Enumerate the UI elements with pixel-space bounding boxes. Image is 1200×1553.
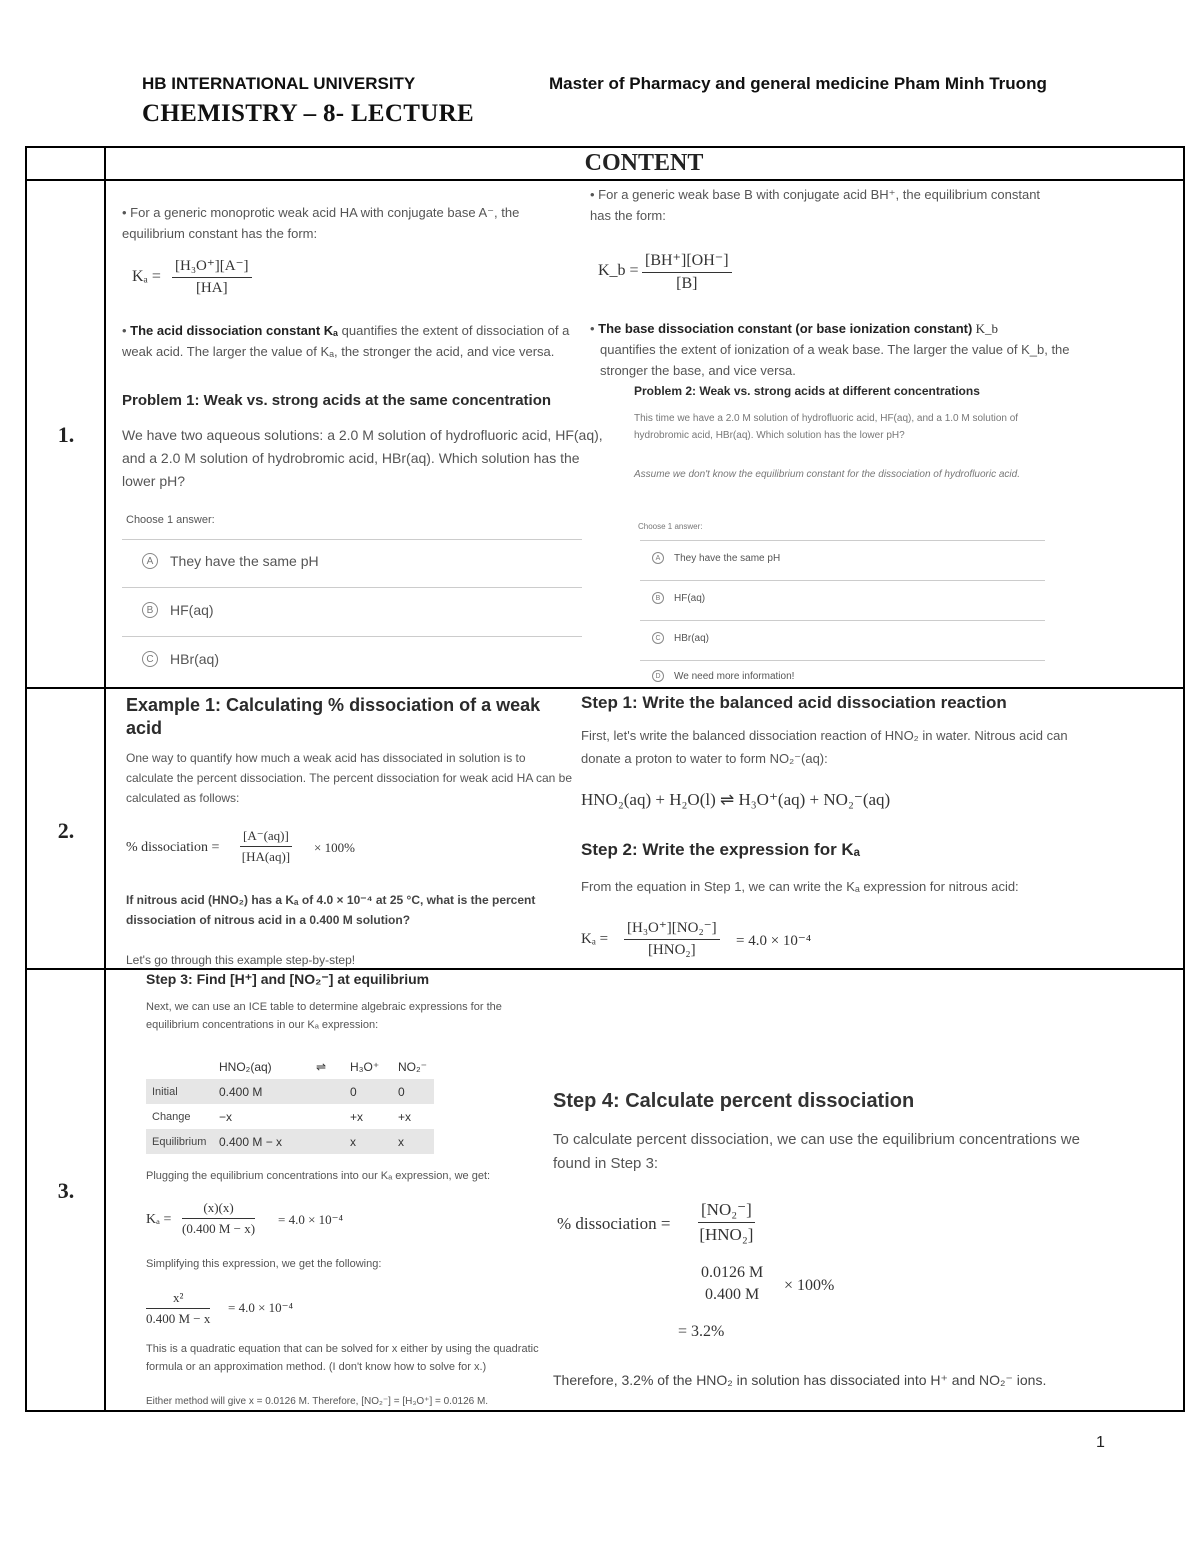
problem-2-choose: Choose 1 answer: bbox=[638, 522, 703, 531]
bullet-icon: • bbox=[122, 323, 131, 338]
step-3-text: Next, we can use an ICE table to determine algebraic expressions for the equilibrium concentrations in our Kₐ expression: bbox=[146, 1001, 502, 1031]
radio-icon: A bbox=[652, 552, 664, 564]
base-bullet-1: • For a generic weak base B with conjugate acid BH⁺, the equilibrium constant has the form: bbox=[590, 187, 1041, 223]
problem-1-title: Problem 1: Weak vs. strong acids at the same concentration bbox=[122, 392, 552, 409]
page-number: 1 bbox=[1096, 1434, 1105, 1451]
ka-nitrous-fraction bbox=[624, 918, 720, 959]
problem-1-text: We have two aqueous solutions: a 2.0 M solution of hydrofluoric acid, HF(aq), and a 2.0 M solution of hydrobromic acid, HBr(aq). Which solution has the lower pH? bbox=[122, 427, 603, 489]
problem-2-title: Problem 2: Weak vs. strong acids at different concentrations bbox=[634, 384, 980, 398]
radio-icon: C bbox=[142, 651, 158, 667]
ice-table bbox=[146, 1054, 434, 1154]
pd-numerator: [A⁻(aq)] bbox=[240, 828, 292, 847]
ice-header-cell bbox=[146, 1054, 213, 1079]
problem-2-option-b[interactable] bbox=[652, 592, 705, 604]
eq2-fraction bbox=[146, 1290, 210, 1327]
ice-cell: 0.400 M bbox=[213, 1079, 310, 1104]
kb-denominator: [B] bbox=[676, 275, 698, 292]
ice-cell bbox=[310, 1079, 344, 1104]
eq2-denominator: 0.400 M − x bbox=[146, 1311, 211, 1326]
problem-2-option-c[interactable] bbox=[652, 632, 709, 644]
pd2-result: = 3.2% bbox=[678, 1323, 725, 1340]
eq2-rhs: = 4.0 × 10⁻⁴ bbox=[228, 1300, 294, 1315]
ice-header-cell: ⇌ bbox=[316, 1059, 327, 1074]
simplify-text: Simplifying this expression, we get the following: bbox=[146, 1258, 382, 1270]
acid-bullet-2: • The acid dissociation constant Kₐ quantifies the extent of dissociation of a weak acid. The larger the value of Kₐ, the stronger the acid, and vice versa. bbox=[122, 323, 570, 359]
base-bullet-2: • The base dissociation constant (or base ionization constant) K_b quantifies the extent of ionization of a weak base. The larger the value of K_b, the stronger the base, and vice versa. bbox=[590, 321, 1070, 378]
radio-icon: D bbox=[652, 670, 664, 682]
example-1-question: If nitrous acid (HNO₂) has a Kₐ of 4.0 × 10⁻⁴ at 25 °C, what is the percent dissociation of nitrous acid in a 0.400 M solution? bbox=[126, 893, 536, 927]
radio-icon: B bbox=[652, 592, 664, 604]
row-number-3: 3. bbox=[57, 1178, 75, 1203]
acid-bullet-1: • For a generic monoprotic weak acid HA with conjugate base A⁻, the equilibrium constant has the form: bbox=[122, 205, 520, 241]
ka-nitrous-denominator: [HNO₂] bbox=[647, 942, 696, 958]
problem-2-option-d[interactable] bbox=[652, 670, 794, 682]
ice-cell: Equilibrium bbox=[146, 1129, 213, 1154]
radio-icon: B bbox=[142, 602, 158, 618]
ice-header-cell: H₃O⁺ bbox=[350, 1059, 380, 1074]
plug-text: Plugging the equilibrium concentrations into our Kₐ expression, we get: bbox=[146, 1170, 491, 1182]
table-row bbox=[146, 1104, 434, 1129]
example-1-go: Let's go through this example step-by-step! bbox=[126, 953, 356, 967]
eq1-fraction bbox=[182, 1200, 255, 1237]
content-heading: CONTENT bbox=[584, 150, 704, 176]
ice-cell bbox=[310, 1129, 344, 1154]
pd2-lhs: % dissociation = bbox=[557, 1214, 671, 1233]
problem-1-option-a[interactable] bbox=[142, 553, 319, 569]
ka-nitrous-rhs: = 4.0 × 10⁻⁴ bbox=[736, 933, 812, 949]
document-title: CHEMISTRY – 8- LECTURE bbox=[142, 100, 474, 127]
result-text: Either method will give x = 0.0126 M. Therefore, [NO₂⁻] = [H₃O⁺] = 0.0126 M. bbox=[146, 1396, 489, 1407]
row-number-1: 1. bbox=[57, 422, 75, 447]
eq2-numerator: x² bbox=[146, 1290, 210, 1309]
ka-numerator: [H₃O⁺][A⁻] bbox=[172, 256, 252, 278]
ice-cell: Initial bbox=[146, 1079, 213, 1104]
pd2-value-numerator: 0.0126 M bbox=[701, 1264, 764, 1281]
radio-icon: C bbox=[652, 632, 664, 644]
problem-2-text: This time we have a 2.0 M solution of hydrofluoric acid, HF(aq), and a 1.0 M solution of hydrobromic acid, HBr(aq). Which solution has the lower pH? bbox=[634, 413, 1019, 441]
step-1-text: First, let's write the balanced dissociation reaction of HNO₂ in water. Nitrous acid can donate a proton to water to form NO₂⁻(aq): bbox=[581, 728, 1068, 766]
eq1-lhs: Kₐ = bbox=[146, 1212, 172, 1227]
problem-2-option-a[interactable] bbox=[652, 552, 780, 564]
eq1-numerator: (x)(x) bbox=[182, 1200, 255, 1219]
option-label: We need more information! bbox=[674, 670, 795, 682]
step-4-title: Step 4: Calculate percent dissociation bbox=[553, 1090, 915, 1112]
table-row bbox=[146, 1129, 434, 1154]
ice-cell: 0 bbox=[344, 1079, 392, 1104]
option-label: They have the same pH bbox=[170, 553, 319, 569]
example-1-intro: One way to quantify how much a weak acid has dissociated in solution is to calculate the percent dissociation. The percent dissociation for weak acid HA can be calculated as follows: bbox=[126, 751, 573, 805]
ice-header-cell: HNO₂(aq) bbox=[219, 1059, 272, 1074]
ice-header-cell: NO₂⁻ bbox=[398, 1059, 427, 1074]
pd2-value-denominator: 0.400 M bbox=[705, 1286, 760, 1303]
option-label: HF(aq) bbox=[674, 592, 706, 604]
ice-cell: x bbox=[392, 1129, 434, 1154]
ice-cell bbox=[310, 1104, 344, 1129]
pd-multiplier: × 100% bbox=[314, 840, 355, 855]
pd2-denominator: [HNO₂] bbox=[699, 1225, 754, 1244]
ka-nitrous-numerator: [H₃O⁺][NO₂⁻] bbox=[624, 918, 720, 940]
ice-cell: x bbox=[344, 1129, 392, 1154]
author-name: Master of Pharmacy and general medicine Pham Minh Truong bbox=[549, 74, 1047, 93]
pd-denominator: [HA(aq)] bbox=[241, 849, 291, 864]
pd-fraction bbox=[240, 828, 292, 865]
ka-fraction bbox=[172, 256, 252, 297]
option-label: HBr(aq) bbox=[170, 651, 220, 667]
eq1-denominator: (0.400 M − x) bbox=[182, 1221, 256, 1236]
dissociation-reaction: HNO₂(aq) + H₂O(l) ⇌ H₃O⁺(aq) + NO₂⁻(aq) bbox=[581, 790, 891, 809]
pd2-multiplier: × 100% bbox=[784, 1277, 835, 1294]
ka-nitrous-lhs: Kₐ = bbox=[581, 931, 609, 947]
kb-numerator: [BH⁺][OH⁻] bbox=[642, 250, 732, 273]
pd2-fraction-numeric bbox=[698, 1264, 766, 1304]
step-2-text: From the equation in Step 1, we can write the Kₐ expression for nitrous acid: bbox=[581, 879, 1019, 894]
example-1-title: Example 1: Calculating % dissociation of a weak acid bbox=[126, 695, 541, 738]
step-1-title: Step 1: Write the balanced acid dissociation reaction bbox=[581, 693, 1007, 712]
step-4-text: To calculate percent dissociation, we can use the equilibrium concentrations we found in Step 3: bbox=[553, 1131, 1080, 1172]
bullet-icon: • bbox=[122, 205, 131, 220]
table-row bbox=[146, 1079, 434, 1104]
option-label: They have the same pH bbox=[674, 552, 781, 564]
radio-icon: A bbox=[142, 553, 158, 569]
ice-cell: +x bbox=[350, 1109, 364, 1124]
pd2-numerator: [NO₂⁻] bbox=[698, 1200, 755, 1223]
quadratic-text: This is a quadratic equation that can be solved for x either by using the quadratic formula or an approximation method. (I don't know how to solve for x.) bbox=[146, 1343, 539, 1373]
ka-lhs: Kₐ = bbox=[132, 268, 161, 285]
problem-2-assume: Assume we don't know the equilibrium constant for the dissociation of hydrofluoric acid. bbox=[634, 469, 1020, 480]
ka-denominator: [HA] bbox=[195, 280, 228, 296]
eq1-rhs: = 4.0 × 10⁻⁴ bbox=[278, 1212, 344, 1227]
option-label: HF(aq) bbox=[170, 602, 214, 618]
ice-cell: +x bbox=[398, 1109, 412, 1124]
problem-1-option-c[interactable] bbox=[142, 651, 219, 667]
university-name: HB INTERNATIONAL UNIVERSITY bbox=[142, 74, 416, 93]
ice-cell: 0.400 M − x bbox=[213, 1129, 310, 1154]
bullet-icon: • bbox=[590, 187, 599, 202]
step-3-title: Step 3: Find [H⁺] and [NO₂⁻] at equilibrium bbox=[146, 971, 430, 987]
ice-cell: Change bbox=[152, 1110, 191, 1123]
option-label: HBr(aq) bbox=[674, 632, 710, 644]
bullet-icon: • bbox=[590, 321, 599, 336]
kb-fraction bbox=[642, 250, 732, 293]
problem-1-choose: Choose 1 answer: bbox=[126, 514, 215, 526]
row-number-2: 2. bbox=[57, 818, 75, 843]
conclusion-text: Therefore, 3.2% of the HNO₂ in solution has dissociated into H⁺ and NO₂⁻ ions. bbox=[553, 1372, 1047, 1388]
step-2-title: Step 2: Write the expression for Kₐ bbox=[581, 840, 861, 859]
pd2-fraction-symbolic bbox=[698, 1200, 755, 1245]
ice-cell: 0 bbox=[392, 1079, 434, 1104]
ice-cell: −x bbox=[219, 1109, 233, 1124]
kb-lhs: K_b = bbox=[598, 262, 639, 279]
pd-lhs: % dissociation = bbox=[126, 840, 220, 855]
problem-1-option-b[interactable] bbox=[142, 602, 214, 618]
